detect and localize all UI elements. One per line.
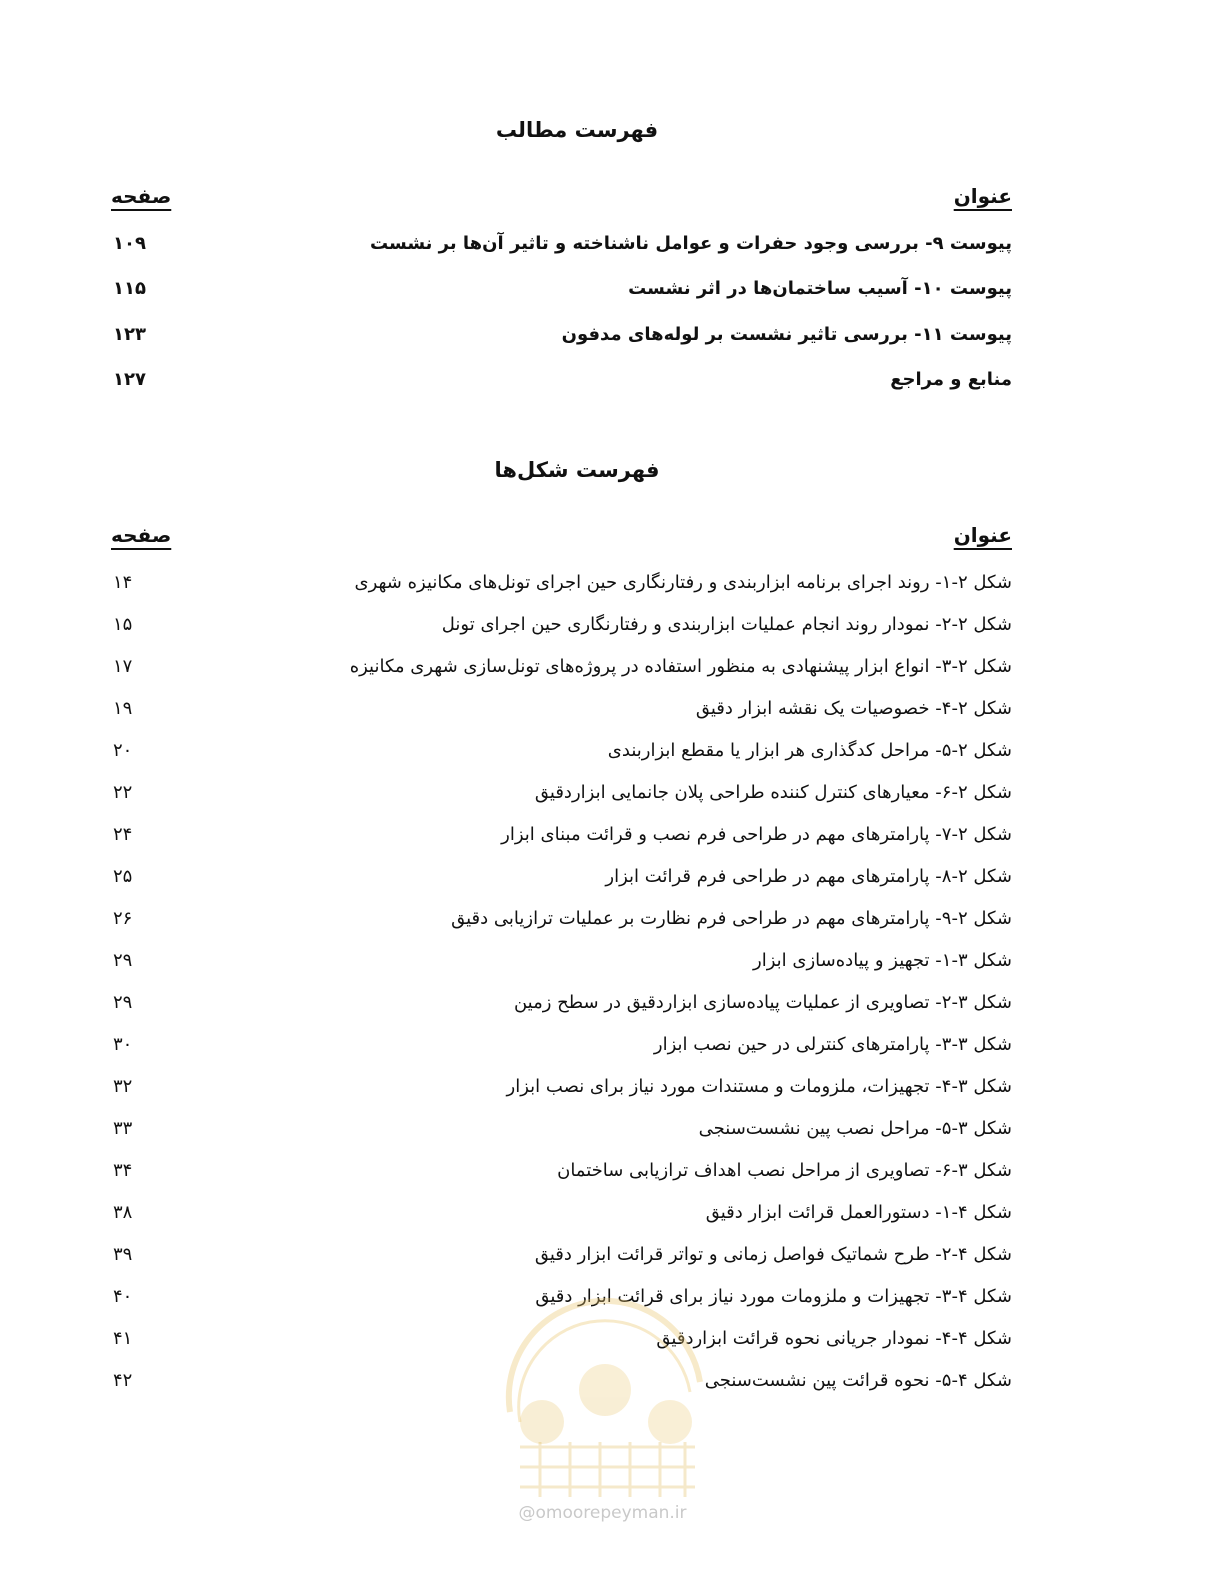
figure-item-page: ۲۵: [113, 866, 133, 887]
figure-item[interactable]: [0, 988, 1224, 1018]
figure-item-title: شکل ۴-۵- نحوه قرائت پین نشست‌سنجی: [704, 1370, 1012, 1391]
figure-item-page: ۴۱: [113, 1328, 133, 1349]
figure-item-title: شکل ۳-۵- مراحل نصب پین نشست‌سنجی: [698, 1118, 1012, 1139]
figure-item-title: شکل ۲-۲- نمودار روند انجام عملیات ابزاربندی و رفتارنگاری حین اجرای تونل: [441, 614, 1012, 635]
figure-item[interactable]: [0, 568, 1224, 598]
figure-item-page: ۳۸: [113, 1202, 133, 1223]
contents-item-title: پیوست ۹- بررسی وجود حفرات و عوامل ناشناخته و تاثیر آن‌ها بر نشست: [369, 233, 1012, 254]
contents-item-page: ۱۱۵: [113, 278, 146, 299]
figure-item-title: شکل ۲-۵- مراحل کدگذاری هر ابزار یا مقطع ابزاربندی: [607, 740, 1012, 761]
figure-item-page: ۱۹: [113, 698, 133, 719]
contents-item-page: ۱۲۳: [113, 324, 146, 345]
watermark-site: @omoorepeyman.ir: [518, 1503, 687, 1523]
figure-item-title: شکل ۲-۳- انواع ابزار پیشنهادی به منظور استفاده در پروژه‌های تونل‌سازی شهری مکانیزه: [349, 656, 1012, 677]
contents-item[interactable]: [0, 365, 1224, 395]
figure-item-title: شکل ۳-۶- تصاویری از مراحل نصب اهداف ترازیابی ساختمان: [557, 1160, 1012, 1181]
figure-item-page: ۲۹: [113, 992, 133, 1013]
figures-title: فهرست شکل‌ها: [494, 458, 660, 482]
contents-col-page-header: صفحه: [111, 184, 172, 208]
figure-item[interactable]: [0, 1240, 1224, 1270]
figure-item-page: ۱۴: [113, 572, 133, 593]
contents-col-title-header: عنوان: [953, 184, 1012, 208]
figure-item-page: ۲۹: [113, 950, 133, 971]
contents-title: فهرست مطالب: [495, 118, 659, 142]
contents-item-title: پیوست ۱۱- بررسی تاثیر نشست بر لوله‌های مدفون: [561, 324, 1012, 345]
figure-item[interactable]: [0, 1366, 1224, 1396]
figures-col-page-header: صفحه: [111, 523, 172, 547]
contents-item[interactable]: [0, 320, 1224, 350]
figure-item[interactable]: [0, 1156, 1224, 1186]
watermark-gear-left: [520, 1400, 564, 1444]
figure-item[interactable]: [0, 1282, 1224, 1312]
figure-item[interactable]: [0, 610, 1224, 640]
figure-item[interactable]: [0, 1030, 1224, 1060]
figure-item[interactable]: [0, 946, 1224, 976]
figure-item-page: ۴۲: [113, 1370, 133, 1391]
figure-item-page: ۱۵: [113, 614, 133, 635]
figure-item-page: ۳۹: [113, 1244, 133, 1265]
figure-item[interactable]: [0, 1324, 1224, 1354]
figure-item[interactable]: [0, 736, 1224, 766]
figure-item[interactable]: [0, 778, 1224, 808]
figure-item-page: ۲۰: [113, 740, 133, 761]
figure-item-title: شکل ۳-۲- تصاویری از عملیات پیاده‌سازی ابزاردقیق در سطح زمین: [513, 992, 1012, 1013]
figure-item-title: شکل ۴-۱- دستورالعمل قرائت ابزار دقیق: [705, 1202, 1012, 1223]
figure-item-title: شکل ۴-۲- طرح شماتیک فواصل زمانی و تواتر قرائت ابزار دقیق: [534, 1244, 1012, 1265]
figure-item[interactable]: [0, 694, 1224, 724]
figure-item-page: ۳۲: [113, 1076, 133, 1097]
figure-item-title: شکل ۴-۳- تجهیزات و ملزومات مورد نیاز برای قرائت ابزار دقیق: [535, 1286, 1012, 1307]
figure-item-page: ۳۴: [113, 1160, 133, 1181]
figure-item-title: شکل ۲-۶- معیارهای کنترل کننده طراحی پلان جانمایی ابزاردقیق: [534, 782, 1012, 803]
figure-item[interactable]: [0, 1198, 1224, 1228]
figure-item-title: شکل ۲-۴- خصوصیات یک نقشه ابزار دقیق: [695, 698, 1012, 719]
figure-item-title: شکل ۳-۱- تجهیز و پیاده‌سازی ابزار: [753, 950, 1012, 971]
figure-item-page: ۳۰: [113, 1034, 133, 1055]
figure-item[interactable]: [0, 862, 1224, 892]
contents-item-page: ۱۰۹: [113, 233, 146, 254]
figure-item-page: ۴۰: [113, 1286, 133, 1307]
figure-item-title: شکل ۲-۸- پارامترهای مهم در طراحی فرم قرائت ابزار: [605, 866, 1012, 887]
figure-item[interactable]: [0, 820, 1224, 850]
figure-item[interactable]: [0, 1072, 1224, 1102]
contents-item[interactable]: [0, 274, 1224, 304]
figure-item-title: شکل ۴-۴- نمودار جریانی نحوه قرائت ابزاردقیق: [656, 1328, 1012, 1349]
contents-item-page: ۱۲۷: [113, 369, 146, 390]
figure-item-page: ۲۴: [113, 824, 133, 845]
figure-item-page: ۲۲: [113, 782, 133, 803]
figure-item-title: شکل ۳-۳- پارامترهای کنترلی در حین نصب ابزار: [653, 1034, 1012, 1055]
contents-item-title: منابع و مراجع: [890, 369, 1012, 390]
contents-item-title: پیوست ۱۰- آسیب ساختمان‌ها در اثر نشست: [628, 278, 1012, 299]
figure-item-page: ۱۷: [113, 656, 133, 677]
figure-item-title: شکل ۲-۱- روند اجرای برنامه ابزاربندی و رفتارنگاری حین اجرای تونل‌های مکانیزه شهری: [354, 572, 1012, 593]
contents-item[interactable]: [0, 229, 1224, 259]
figure-item-title: شکل ۳-۴- تجهیزات، ملزومات و مستندات مورد نیاز برای نصب ابزار: [506, 1076, 1012, 1097]
figure-item-title: شکل ۲-۹- پارامترهای مهم در طراحی فرم نظارت بر عملیات ترازیابی دقیق: [451, 908, 1012, 929]
figure-item[interactable]: [0, 1114, 1224, 1144]
figure-item-page: ۲۶: [113, 908, 133, 929]
figure-item-page: ۳۳: [113, 1118, 133, 1139]
figures-col-title-header: عنوان: [953, 523, 1012, 547]
figure-item[interactable]: [0, 904, 1224, 934]
figure-item-title: شکل ۲-۷- پارامترهای مهم در طراحی فرم نصب و قرائت مبنای ابزار: [501, 824, 1012, 845]
figure-item[interactable]: [0, 652, 1224, 682]
